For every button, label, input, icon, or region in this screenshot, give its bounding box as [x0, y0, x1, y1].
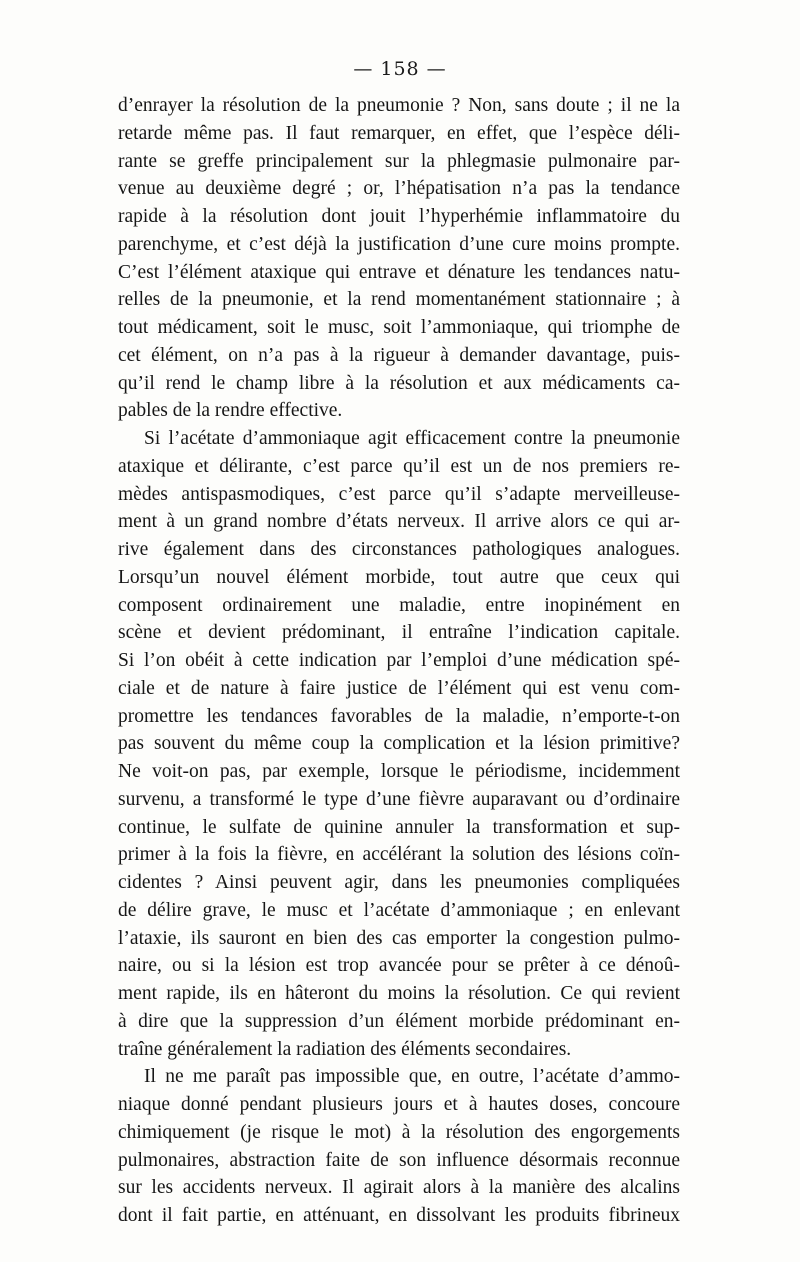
text-line: niaque donné pendant plusieurs jours et à hautes doses, concoure [118, 1094, 680, 1115]
text-line: pulmonaires, abstraction faite de son influence désormais reconnue [118, 1149, 680, 1171]
text-line: parenchyme, et c’est déjà la justification d’une cure moins prompte. [118, 233, 680, 255]
text-line: venue au deuxième degré ; or, l’hépatisation n’a pas la tendance [118, 178, 680, 200]
text-line: C’est l’élément ataxique qui entrave et dénature les tendances natu- [118, 261, 680, 283]
text-line: Si l’on obéit à cette indication par l’emploi d’une médication spé- [118, 650, 680, 671]
text-line: rante se greffe principalement sur la phlegmasie pulmonaire par- [118, 150, 680, 172]
text-line: l’ataxie, ils sauront en bien des cas emporter la congestion pulmo- [118, 927, 680, 949]
text-line: mèdes antispasmodiques, c’est parce qu’il s’adapte merveilleuse- [118, 483, 680, 505]
text-line: d’enrayer la résolution de la pneumonie ? Non, sans doute ; il ne la [118, 95, 680, 116]
text-line: ciale et de nature à faire justice de l’élément qui est venu com- [118, 677, 680, 699]
page-number: — 158 — [353, 58, 447, 80]
text-line: cidentes ? Ainsi peuvent agir, dans les pneumonies compliquées [118, 872, 680, 893]
text-line: Ne voit-on pas, par exemple, lorsque le périodisme, incidemment [118, 761, 680, 782]
text-line: naire, ou si la lésion est trop avancée pour se prêter à ce dénoû- [118, 955, 680, 977]
text-line: ment à un grand nombre d’états nerveux. Il arrive alors ce qui ar- [118, 511, 680, 533]
text-line: à dire que la suppression d’un élément morbide prédominant en- [118, 1010, 680, 1032]
text-line: pas souvent du même coup la complication et la lésion primitive? [118, 733, 680, 755]
text-line: relles de la pneumonie, et la rend momentanément stationnaire ; à [118, 289, 680, 311]
body-text [118, 92, 680, 1230]
text-line: Si l’acétate d’ammoniaque agit efficacement contre la pneumonie [144, 428, 680, 449]
text-line: continue, le sulfate de quinine annuler la transformation et sup- [118, 816, 680, 838]
text-line: Il ne me paraît pas impossible que, en outre, l’acétate d’ammo- [144, 1066, 680, 1088]
text-line: tout médicament, soit le musc, soit l’ammoniaque, qui triomphe de [118, 317, 680, 338]
text-line: rapide à la résolution dont jouit l’hyperhémie inflammatoire du [118, 206, 680, 227]
text-line: promettre les tendances favorables de la maladie, n’emporte-t-on [118, 705, 680, 727]
text-line: primer à la fois la fièvre, en accélérant la solution des lésions coïn- [118, 844, 680, 866]
text-line: cet élément, on n’a pas à la rigueur à demander davantage, puis- [118, 344, 680, 366]
text-line: rive également dans des circonstances pathologiques analogues. [118, 539, 680, 560]
text-line: dont il fait partie, en atténuant, en dissolvant les produits fibrineux [118, 1205, 680, 1226]
text-line: scène et devient prédominant, il entraîne l’indication capitale. [118, 622, 680, 644]
text-line: Lorsqu’un nouvel élément morbide, tout autre que ceux qui [118, 566, 680, 588]
text-line: ment rapide, ils en hâteront du moins la résolution. Ce qui revient [118, 983, 680, 1004]
text-line: chimiquement (je risque le mot) à la résolution des engorgements [118, 1121, 680, 1143]
text-line: qu’il rend le champ libre à la résolution et aux médicaments ca- [118, 372, 680, 394]
text-line: ataxique et délirante, c’est parce qu’il est un de nos premiers re- [118, 455, 680, 477]
text-line: retarde même pas. Il faut remarquer, en effet, que l’espèce déli- [118, 122, 680, 144]
text-line: traîne généralement la radiation des éléments secondaires. [118, 1038, 572, 1060]
text-line: pables de la rendre effective. [118, 400, 343, 422]
text-line: sur les accidents nerveux. Il agirait alors à la manière des alcalins [118, 1177, 680, 1199]
text-line: composent ordinairement une maladie, entre inopinément en [118, 594, 680, 616]
text-line: de délire grave, le musc et l’acétate d’ammoniaque ; en enlevant [118, 899, 680, 921]
text-line: survenu, a transformé le type d’une fièvre auparavant ou d’ordinaire [118, 788, 680, 810]
